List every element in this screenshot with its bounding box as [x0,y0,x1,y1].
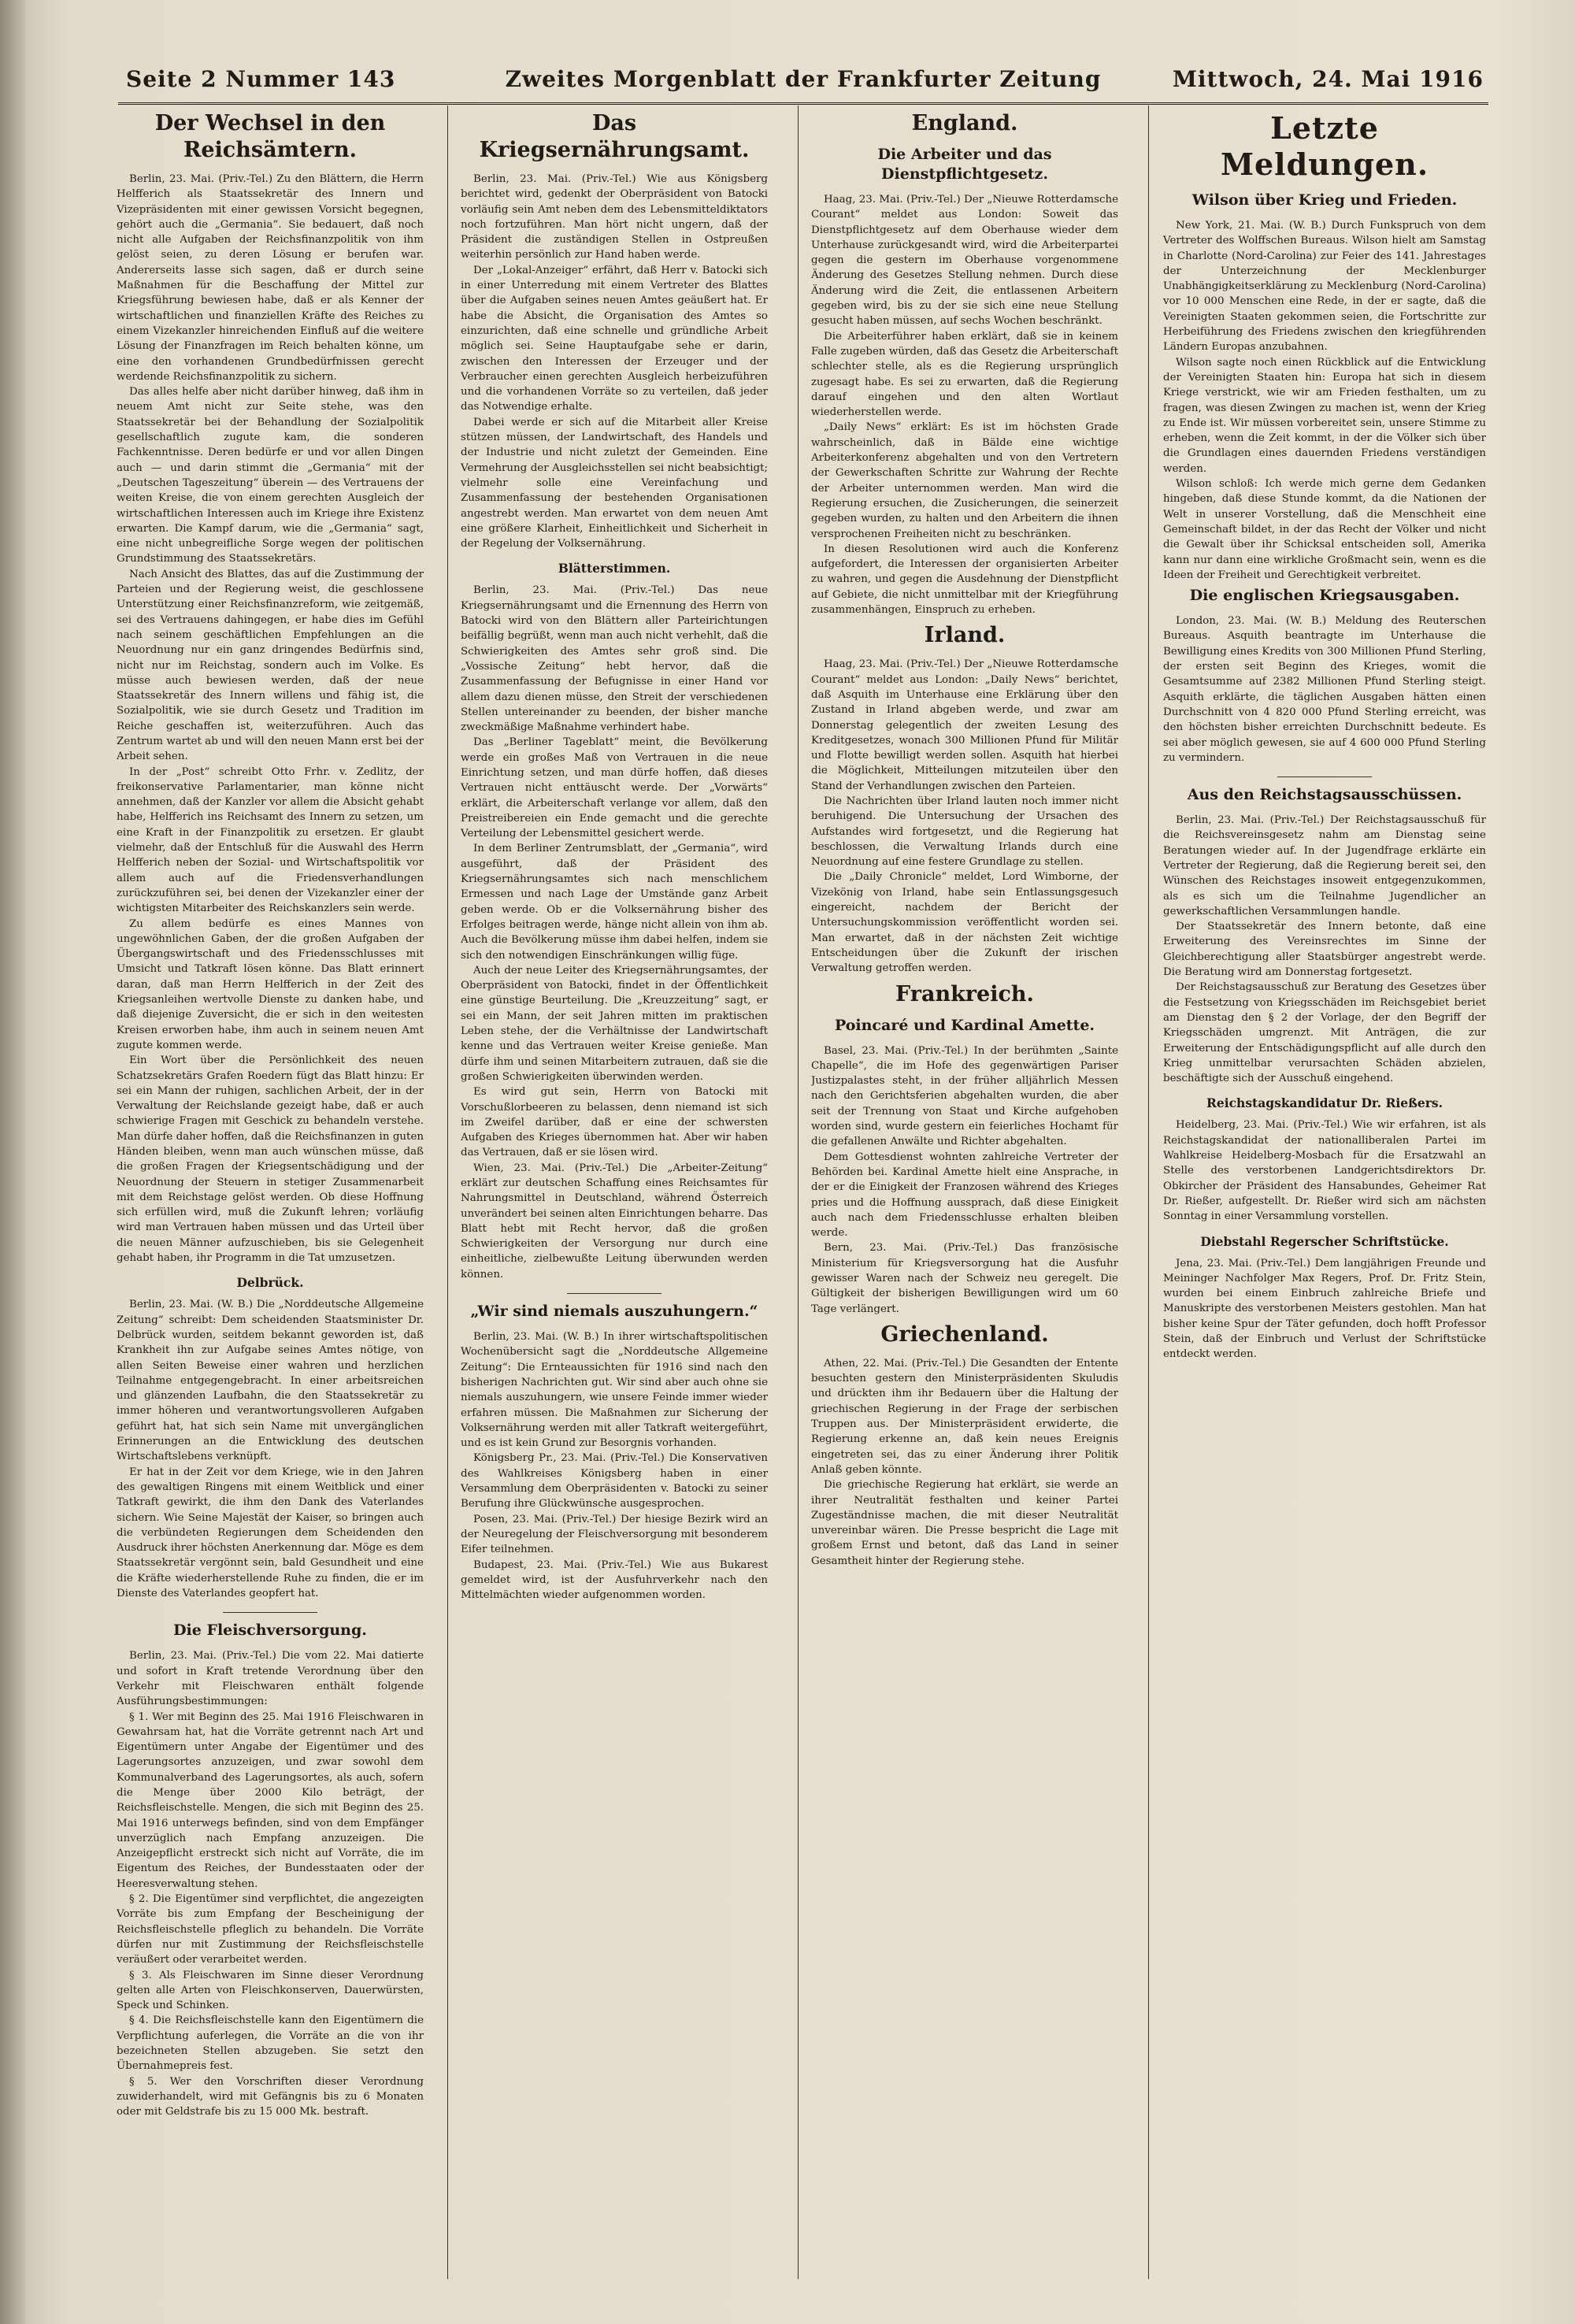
paragraph: New York, 21. Mai. (W. B.) Durch Funkspruch von dem Vertreter des Wolffschen Bureaus. Wilson hielt am Samstag in Charlotte (Nord-Carolina) zur Feier des 141. Jahrestages der Unterzeichnung der Mecklenburger Unabhängigkeitserklärung zu Mecklenburg (Nord-Carolina) vor 10 000 Menschen eine Rede, in der er sagte, daß die Vereinigten Staaten gekommen seien, die Fortschritte zur Herbeiführung des Friedens zwischen den kriegführenden Ländern Europas anzubahnen. [1163,220,1486,354]
paragraph: Bern, 23. Mai. (Priv.-Tel.) Das französische Ministerium für Kriegsversorgung hat die Ausfuhr gewisser Waren nach der Schweiz neu geregelt. Die Gültigkeit der bisherigen Bewilligungen wird um 60 Tage verlängert. [811,1242,1118,1315]
paragraph: Dem Gottesdienst wohnten zahlreiche Vertreter der Behörden bei. Kardinal Amette hielt eine Ansprache, in der er die Einigkeit der Franzosen während des Krieges pries und die Hoffnung aussprach, daß diese Einigkeit auch nach dem Friedensschlusse erhalten bleiben werde. [811,1151,1118,1240]
page-number: Seite 2 Nummer 143 [126,66,396,92]
section-title: Diebstahl Regerscher Schriftstücke. [1200,1233,1449,1249]
article-subtitle: Wilson über Krieg und Frieden. [1191,191,1458,209]
paragraph: § 5. Wer den Vorschriften dieser Verordnung zuwiderhandelt, wird mit Gefängnis bis zu 6 Monaten oder mit Geldstrafe bis zu 15 000 Mk. bestraft. [117,2075,424,2118]
article-title: Frankreich. [895,981,1034,1006]
paragraph: Berlin, 23. Mai. (W. B.) Die „Norddeutsche Allgemeine Zeitung“ schreibt: Dem scheidenden Staatsminister Dr. Delbrück wurden, seitdem bekannt geworden ist, daß Krankheit ihn zur Aufgabe seines Amtes nötige, von allen Seiten Beweise einer wahren und herzlichen Teilnahme entgegengebracht. In einer arbeitsreichen und glänzenden Laufbahn, die den Staatssekretär zu immer höheren und verantwortungsvolleren Aufgaben geführt hat, hat sich sein Name mit unvergänglichen Erinnerungen an die Entwicklung des deutschen Wirtschaftslebens verknüpft. [117,1299,424,1463]
paragraph: Dabei werde er sich auf die Mitarbeit aller Kreise stützen müssen, der Landwirtschaft, des Handels und der Industrie und nicht zuletzt der Gemeinden. Eine Vermehrung der Ausgleichsstellen sei nicht beabsichtigt; vielmehr solle eine Vereinfachung und Zusammenfassung der bestehenden Organisationen angestrebt werden. Man erwartet von dem neuen Amt eine größere Klarheit, Einheitlichkeit und Sicherheit in der Regelung der Volksernährung. [461,416,768,550]
article-subtitle: Die Arbeiter und das Dienstpflichtgesetz. [877,146,1052,183]
column-rule [447,106,448,2279]
paragraph: Wilson schloß: Ich werde mich gerne dem Gedanken hingeben, daß diese Stunde kommt, da die Nationen der Welt in unserer Vorstellung, daß die Menschheit eine Gemeinschaft bildet, in der das Recht der Völker und nicht die Gewalt über ihr Schicksal entscheiden soll, Amerika kann nur dann eine wirkliche Großmacht sein, wenn es die Ideen der Freiheit und Gerechtigkeit verbreitet. [1163,478,1486,581]
paragraph: Nach Ansicht des Blattes, das auf die Zustimmung der Parteien und der Regierung weist, die geschlossene Unterstützung einer Reichsfinanzreform, wie zeitgemäß, sei des Vertrauens dahingegen, er habe dies im Gefühl nach seinem geschäftlichen Empfehlungen an die Neuordnung nur ein ganz dringendes Bedürfnis sind, nicht nur im Reichstag, sondern auch im Volke. Es müsse auch bewiesen werden, daß der neue Staatssekretär des Innern willens und fähig ist, die Sozialpolitik, wie sie durch Gesetz und Tradition im Reiche geschaffen ist, weiterzuführen. Auch das Zentrum wartet ab und will den neuen Mann erst bei der Arbeit sehen. [117,568,424,763]
paragraph: Der „Lokal-Anzeiger“ erfährt, daß Herr v. Batocki sich in einer Unterredung mit einem Vertreter des Blattes über die Aufgaben seines neuen Amtes geäußert hat. Er habe die Absicht, die Organisation des Amtes so einzurichten, daß eine schnelle und gründliche Arbeit möglich sei. Seine Hauptaufgabe sehe er darin, zwischen den Interessen der Erzeuger und der Verbraucher einen gerechten Ausgleich herbeizuführen und die vorhandenen Vorräte so zu verteilen, daß jeder das Notwendige erhalte. [461,264,768,413]
paragraph: London, 23. Mai. (W. B.) Meldung des Reuterschen Bureaus. Asquith beantragte im Unterhause die Bewilligung eines Kredits von 300 Millionen Pfund Sterling, der ersten seit Beginn des Krieges, womit die Gesamtsumme auf 2382 Millionen Pfund Sterling steigt. Asquith erklärte, die täglichen Ausgaben hätten einen Durchschnitt von 4 820 000 Pfund Sterling erreicht, was den höchsten bisher erreichten Durchschnitt bedeute. Es sei aber möglich gewesen, sie auf 4 600 000 Pfund Sterling zu vermindern. [1163,615,1486,764]
masthead [118,61,1488,105]
paragraph: Das alles helfe aber nicht darüber hinweg, daß ihm in neuem Amt nicht zur Seite stehe, was den Staatssekretär bei der Behandlung der Sozialpolitik gesellschaftlich zugute kam, die sonderen Fachkenntnisse. Deren bedürfe er und vor allen Dingen auch — und darin stimmt die „Germania“ mit der „Deutschen Tageszeitung“ überein — des Vertrauens der weiten Kreise, die von einem gerechten Ausgleich der wirtschaftlichen Interessen auch im Kriege ihre Existenz erwarten. Die Kampf darum, wie die „Germania“ sagt, eine nicht unbegreifliche Sorge wegen der politischen Grundstimmung des Staatssekretärs. [117,386,424,565]
paragraph: Ein Wort über die Persönlichkeit des neuen Schatzsekretärs Grafen Roedern fügt das Blatt hinzu: Er sei ein Mann der ruhigen, sachlichen Arbeit, der in der Verwaltung der Reichslande gezeigt habe, daß er auch schwierige Fragen mit Geschick zu behandeln verstehe. Man dürfe daher hoffen, daß die Reichsfinanzen in guten Händen bleiben, wenn man auch wünschen müsse, daß die großen Fragen der Kriegsentschädigung und der Neuordnung der Steuern in stetiger Zusammenarbeit mit dem Reichstage gelöst werden. Ob diese Hoffnung sich erfüllen wird, muß die Zukunft lehren; vorläufig wird man Vertrauen haben müssen und das Urteil über die neuen Männer aufzuschieben, bis sie Gelegenheit gehabt haben, ihr Programm in die Tat umzusetzen. [117,1055,424,1265]
paragraph: Die „Daily Chronicle“ meldet, Lord Wimborne, der Vizekönig von Irland, habe sein Entlassungsgesuch eingereicht, nachdem der Bericht der Untersuchungskommission veröffentlicht worden sei. Man erwartet, daß in der nächsten Zeit wichtige Entscheidungen über die Zukunft der irischen Verwaltung getroffen werden. [811,871,1118,975]
paragraph: In der „Post“ schreibt Otto Frhr. v. Zedlitz, der freikonservative Parlamentarier, man könne nicht annehmen, daß der Kanzler vor allem die Absicht gehabt habe, Helfferich ins Reichsamt des Innern zu setzen, um eine Kraft in der Finanzpolitik zu ersetzen. Er glaubt vielmehr, daß der Entschluß für die Auswahl des Herrn Helfferich neben der Sozial- und Wirtschaftspolitik vor allem auch auf die Friedensverhandlungen zurückzuführen sei, bei denen der Vizekanzler einer der wichtigsten Mitarbeiter des Reichskanzlers sein werde. [117,765,424,915]
paragraph: Die griechische Regierung hat erklärt, sie werde an ihrer Neutralität festhalten und keiner Partei Zugeständnisse machen, die mit dieser Neutralität unvereinbar wären. Die Presse bespricht die Lage mit großem Ernst und betont, daß das Land in seiner Gesamtheit hinter der Regierung stehe. [811,1479,1118,1567]
section-title: Aus den Reichstagsausschüssen. [1187,786,1462,804]
paragraph: Auch der neue Leiter des Kriegsernährungsamtes, der Oberpräsident von Batocki, findet in der Öffentlichkeit eine günstige Beurteilung. Die „Kreuzzeitung“ sagt, er sei ein Mann, der seit Jahren mitten im praktischen Leben stehe, der die Verhältnisse der Landwirtschaft kenne und das Vertrauen weiter Kreise genieße. Man dürfe ihm und seinen Mitarbeitern zutrauen, daß sie die großen Schwierigkeiten überwinden werden. [461,964,768,1083]
column-1 [117,106,424,2279]
paragraph: Das „Berliner Tageblatt“ meint, die Bevölkerung werde ein großes Maß von Vertrauen in die neue Einrichtung setzen, und man dürfe hoffen, daß dieses Vertrauen nicht enttäuscht werde. Der „Vorwärts“ erklärt, die Arbeiterschaft verlange vor allem, daß den Preistreibereien ein Ende gemacht und die gerechte Verteilung der Lebensmittel gesichert werde. [461,736,768,840]
paragraph: Berlin, 23. Mai. (Priv.-Tel.) Der Reichstagsausschuß für die Reichsvereinsgesetz nahm am Dienstag seine Beratungen wieder auf. In der Jugendfrage erklärte ein Vertreter der Regierung, daß die Regierung bereit sei, den Wünschen des Reichstages insoweit entgegenzukommen, als es sich um die Teilnahme Jugendlicher an gewerkschaftlichen Versammlungen handle. [1163,814,1486,917]
section-title: Die Fleischversorgung. [173,1622,367,1640]
article-title: England. [911,111,1018,135]
page-binding-shadow [0,0,25,2324]
issue-date: Mittwoch, 24. Mai 1916 [1172,66,1484,92]
article-title: Irland. [924,623,1006,648]
paragraph: Berlin, 23. Mai. (Priv.-Tel.) Die vom 22. Mai datierte und sofort in Kraft tretende Verordnung über den Verkehr mit Fleischwaren enthält folgende Ausführungsbestimmungen: [117,1650,424,1708]
separator [223,1612,317,1613]
paragraph: Er hat in der Zeit vor dem Kriege, wie in den Jahren des gewaltigen Ringens mit einem Weitblick und einer Tatkraft gewirkt, die ihm den Dank des Vaterlandes sichern. Wie Seine Majestät der Kaiser, so bringen auch die verbündeten Regierungen dem Scheidenden den Ausdruck ihrer höchsten Anerkennung dar. Möge es dem Staatssekretär vergönnt sein, bald Gesundheit und eine die Kräfte wiederherstellende Ruhe zu finden, die er im Dienste des Vaterlandes geopfert hat. [117,1466,424,1600]
paragraph: § 4. Die Reichsfleischstelle kann den Eigentümern die Verpflichtung auferlegen, die Vorräte an die von ihr bezeichneten Stellen abzugeben. Sie setzt den Übernahmepreis fest. [117,2015,424,2073]
paragraph: Wien, 23. Mai. (Priv.-Tel.) Die „Arbeiter-Zeitung“ erklärt zur deutschen Schaffung eines Reichsamtes für Nahrungsmittel in Deutschland, während Österreich unverändert bei seinen alten Einrichtungen beharre. Das Blatt hebt mit Recht hervor, daß die großen Schwierigkeiten der Versorgung nur durch eine einheitliche, zielbewußte Leitung überwunden werden können. [461,1162,768,1281]
section-title: „Wir sind niemals auszuhungern.“ [470,1303,758,1321]
newspaper-title: Zweites Morgenblatt der Frankfurter Zeitung [505,66,1102,92]
article-title: Griechenland. [880,1321,1049,1347]
article-title: Letzte Meldungen. [1220,110,1429,182]
paragraph: Heidelberg, 23. Mai. (Priv.-Tel.) Wie wir erfahren, ist als Reichstagskandidat der nationalliberalen Partei im Wahlkreise Heidelberg-Mosbach für die Ersatzwahl an Stelle des verstorbenen Landgerichtsdirektors Dr. Obkircher der Präsident des Hansabundes, Geheimer Rat Dr. Rießer, aufgestellt. Dr. Rießer wird sich am nächsten Sonntag in einer Versammlung vorstellen. [1163,1119,1486,1223]
paragraph: Athen, 22. Mai. (Priv.-Tel.) Die Gesandten der Entente besuchten gestern den Ministerpräsidenten Skuludis und drückten ihm ihr Bedauern über die Haltung der griechischen Regierung in der Frage der serbischen Truppen aus. Der Ministerpräsident erwiderte, die Regierung erkenne an, daß kein neues Ereignis eingetreten sei, das zu einer Änderung ihrer Politik Anlaß geben könnte. [811,1357,1118,1476]
paragraph: Haag, 23. Mai. (Priv.-Tel.) Der „Nieuwe Rotterdamsche Courant“ meldet aus London: „Daily News“ berichtet, daß Asquith im Unterhause eine Erklärung über den Zustand in Irland abgeben werde, und zwar am Donnerstag gelegentlich der zweiten Lesung des Kreditgesetzes, wonach 300 Millionen Pfund für Militär und Flotte bewilligt werden sollen. Asquith hat hierbei die Möglichkeit, Mitteilungen mitzuteilen über den Stand der Verhandlungen zwischen den Parteien. [811,658,1118,792]
column-rule [798,106,799,2279]
paragraph: Der Staatssekretär des Innern betonte, daß eine Erweiterung des Vereinsrechtes im Sinne der Gleichberechtigung aller Staatsbürger angestrebt werde. Die Beratung wird am Donnerstag fortgesetzt. [1163,921,1486,979]
paragraph: Berlin, 23. Mai. (Priv.-Tel.) Das neue Kriegsernährungsamt und die Ernennung des Herrn von Batocki wird von den Blättern aller Parteirichtungen beifällig begrüßt, wenn man auch nicht verhehlt, daß die Schwierigkeiten des Amtes sehr groß sind. Die „Vossische Zeitung“ hebt hervor, daß die Zusammenfassung der Befugnisse in einer Hand vor allem dazu dienen müsse, den Streit der verschiedenen Stellen untereinander zu beenden, der bisher manche zweckmäßige Maßnahme verhindert habe. [461,584,768,734]
section-title: Delbrück. [236,1275,304,1291]
paragraph: In diesen Resolutionen wird auch die Konferenz aufgefordert, die Interessen der organisierten Arbeiter zu wahren, und gegen die Ausdehnung der Dienstpflicht auf Gebiete, die nicht unmittelbar mit der Kriegführung zusammenhängen, Einspruch zu erheben. [811,543,1118,617]
paragraph: Die Arbeiterführer haben erklärt, daß sie in keinem Falle zugeben würden, daß das Gesetz die Arbeiterschaft schlechter stelle, als es die Regierung ursprünglich zugesagt habe. Es sei zu erwarten, daß die Regierung darauf eingehen und den alten Wortlaut wiederherstellen werde. [811,330,1118,419]
paragraph: „Daily News“ erklärt: Es ist im höchsten Grade wahrscheinlich, daß in Bälde eine wichtige Arbeiterkonferenz abgehalten und von den Vertretern der Gewerkschaften Schritte zur Wahrung der Rechte der Arbeiter unternommen werden. Man wird die Regierung ersuchen, die Zusicherungen, die seinerzeit gegeben wurden, zu halten und den Arbeitern die ihnen versprochenen Freiheiten nicht zu beschränken. [811,421,1118,540]
paragraph: Haag, 23. Mai. (Priv.-Tel.) Der „Nieuwe Rotterdamsche Courant“ meldet aus London: Soweit das Dienstpflichtgesetz auf dem Oberhause wieder dem Unterhause zurückgesandt wird, wird die Arbeiterpartei gegen die gestern im Oberhause vorgenommene Änderung des Gesetzes Stellung nehmen. Durch diese Änderung wird die Zeit, die entlassenen Arbeitern gegeben wird, bis zu der sie sich eine neue Stellung gesucht haben müssen, auf sechs Wochen beschränkt. [811,194,1118,328]
paragraph: § 1. Wer mit Beginn des 25. Mai 1916 Fleischwaren in Gewahrsam hat, hat die Vorräte getrennt nach Art und Eigentümern unter Angabe der Eigentümer und des Lagerungsortes anzuzeigen, und zwar sowohl dem Kommunalverband des Lagerungsortes, als auch, sofern die Menge über 2000 Kilo beträgt, der Reichsfleischstelle. Mengen, die sich mit Beginn des 25. Mai 1916 unterwegs befinden, sind von dem Empfänger unverzüglich nach Empfang anzuzeigen. Die Anzeigepflicht erstreckt sich nicht auf Vorräte, die im Eigentum des Reiches, der Bundesstaaten oder der Heeresverwaltung stehen. [117,1711,424,1890]
paragraph: Die Nachrichten über Irland lauten noch immer nicht beruhigend. Die Untersuchung der Ursachen des Aufstandes wird fortgesetzt, und die Regierung hat beschlossen, die Verwaltung Irlands durch eine Neuordnung auf eine festere Grundlage zu stellen. [811,795,1118,869]
section-title: Reichstagskandidatur Dr. Rießers. [1206,1095,1443,1111]
article-title: Der Wechsel in den Reichsämtern. [154,111,386,162]
column-2 [461,106,768,2279]
paragraph: Der Reichstagsausschuß zur Beratung des Gesetzes über die Festsetzung von Kriegsschäden im Reichsgebiet beriet am Dienstag den § 2 der Vorlage, der den Begriff der Kriegsschäden umgrenzt. Mit Anträgen, die zur Erweiterung der Entschädigungspflicht auf alle durch den Krieg unmittelbar verursachten Schäden abzielen, beschäftigte sich der Ausschuß eingehend. [1163,981,1486,1085]
paragraph: Königsberg Pr., 23. Mai. (Priv.-Tel.) Die Konservativen des Wahlkreises Königsberg haben in einer Versammlung dem Oberpräsidenten v. Batocki zu seiner Berufung ihre Glückwünsche ausgesprochen. [461,1452,768,1510]
paragraph: Es wird gut sein, Herrn von Batocki mit Vorschußlorbeeren zu belassen, denn niemand ist sich im Zweifel darüber, daß er eine der schwersten Aufgaben des Krieges übernommen hat. Aber wir haben das Vertrauen, daß er sie lösen wird. [461,1086,768,1159]
paragraph: Posen, 23. Mai. (Priv.-Tel.) Der hiesige Bezirk wird an der Neuregelung der Fleischversorgung mit besonderem Eifer teilnehmen. [461,1513,768,1556]
paragraph: Budapest, 23. Mai. (Priv.-Tel.) Wie aus Bukarest gemeldet wird, ist der Ausfuhrverkehr nach den Mittelmächten wieder aufgenommen worden. [461,1559,768,1602]
section-title: Blätterstimmen. [558,561,671,576]
paragraph: Zu allem bedürfe es eines Mannes von ungewöhnlichen Gaben, der die großen Aufgaben der Übergangswirtschaft und des Friedensschlusses mit Umsicht und Tatkraft lösen könne. Das Blatt erinnert daran, daß man Herrn Helfferich in der Zeit des Kriegsanleihen wertvolle Dienste zu danken habe, und daß diejenige Zuversicht, die er sich in den weitesten Kreisen erworben habe, ihm auch in seinem neuen Amt zugute kommen werde. [117,917,424,1051]
paragraph: Berlin, 23. Mai. (W. B.) In ihrer wirtschaftspolitischen Wochenübersicht sagt die „Norddeutsche Allgemeine Zeitung“: Die Ernteaussichten für 1916 sind nach den bisherigen Nachrichten gut. Wir sind aber auch ohne sie niemals auszuhungern, wie unsere Feinde immer wieder erfahren müssen. Die Maßnahmen zur Sicherung der Volksernährung werden mit aller Tatkraft weitergeführt, und es ist kein Grund zur Besorgnis vorhanden. [461,1331,768,1450]
paragraph: § 3. Als Fleischwaren im Sinne dieser Verordnung gelten alle Arten von Fleischkonserven, Dauerwürsten, Speck und Schinken. [117,1969,424,2012]
paragraph: Berlin, 23. Mai. (Priv.-Tel.) Wie aus Königsberg berichtet wird, gedenkt der Oberpräsident von Batocki vorläufig sein Amt neben dem des Lebensmitteldiktators noch fortzuführen. Man hört nicht ungern, daß der Präsident die zuständigen Stellen in Ostpreußen weiterhin persönlich zur Hand haben werde. [461,173,768,261]
section-title: Die englischen Kriegsausgaben. [1189,587,1460,605]
column-rule [1148,106,1149,2279]
paragraph: Basel, 23. Mai. (Priv.-Tel.) In der berühmten „Sainte Chapelle“, die im Hofe des gegenwärtigen Pariser Justizpalastes steht, in der früher alljährlich Messen nach den Gerichtsferien abgehalten wurden, die aber seit der Trennung von Staat und Kirche aufgehoben worden sind, wurde gestern ein feierliches Hochamt für die gefallenen Anwälte und Richter abgehalten. [811,1044,1118,1148]
column-3 [811,106,1118,2279]
article-title: Das Kriegsernährungsamt. [479,111,750,162]
paragraph: Wilson sagte noch einen Rückblick auf die Entwicklung der Vereinigten Staaten hin: Europa hat sich in diesem Kriege verstrickt, wie wir am Frieden festhalten, um zu fragen, was diesen Zwingen zu machen ist, wenn der Krieg zu Ende ist. Wir müssen vorbereitet sein, unsere Stimme zu erheben, wenn die Zeit kommt, in der die Völker sich über die Grundlagen eines dauernden Friedens verständigen werden. [1163,356,1486,475]
separator [567,1293,662,1294]
column-4 [1163,106,1486,2279]
article-subtitle: Poincaré und Kardinal Amette. [834,1016,1095,1034]
paragraph: In dem Berliner Zentrumsblatt, der „Germania“, wird ausgeführt, daß der Präsident des Kriegsernährungsamtes sich nach menschlichem Ermessen und nach Lage der Umstände ganz Arbeit geben werde. Ob er die Volksernährung bisher des Erfolges beitragen werde, hänge nicht allein von ihm ab. Auch die Bevölkerung müsse ihm dabei helfen, indem sie sich den notwendigen Einschränkungen willig füge. [461,843,768,962]
paragraph: Jena, 23. Mai. (Priv.-Tel.) Dem langjährigen Freunde und Meininger Nachfolger Max Regers, Prof. Dr. Fritz Stein, wurden bei einem Einbruch zahlreiche Briefe und Manuskripte des verstorbenen Meisters gestohlen. Man hat bisher keine Spur der Täter gefunden, doch hofft Professor Stein, daß der Einbruch und Verlust der Schriftstücke entdeckt werden. [1163,1257,1486,1361]
paragraph: § 2. Die Eigentümer sind verpflichtet, die angezeigten Vorräte bis zum Empfang der Bescheinigung der Reichsfleischstelle pfleglich zu behandeln. Die Vorräte dürfen nur mit Zustimmung der Reichsfleischstelle veräußert oder verarbeitet werden. [117,1893,424,1966]
paragraph: Berlin, 23. Mai. (Priv.-Tel.) Zu den Blättern, die Herrn Helfferich als Staatssekretär des Innern und Vizepräsidenten mit einer gewissen Vorsicht begegnen, gehört auch die „Germania“. Sie bedauert, daß noch nicht alle Aufgaben der Reichsfinanzpolitik von ihm gelöst seien, zu deren Lösung er berufen war. Andererseits lasse sich sagen, daß er durch seine Maßnahmen für die Beschaffung der Mittel zur Kriegsführung bewiesen habe, daß er als Kenner der wirtschaftlichen und finanziellen Kräfte des Reiches zu einem Vizekanzler hinreichenden Einfluß auf die weitere Lösung der Finanzfragen im Reich behalten könne, um eine den vorhandenen Grundbedürfnissen gerecht werdende Reichsfinanzpolitik zu sichern. [117,173,424,383]
